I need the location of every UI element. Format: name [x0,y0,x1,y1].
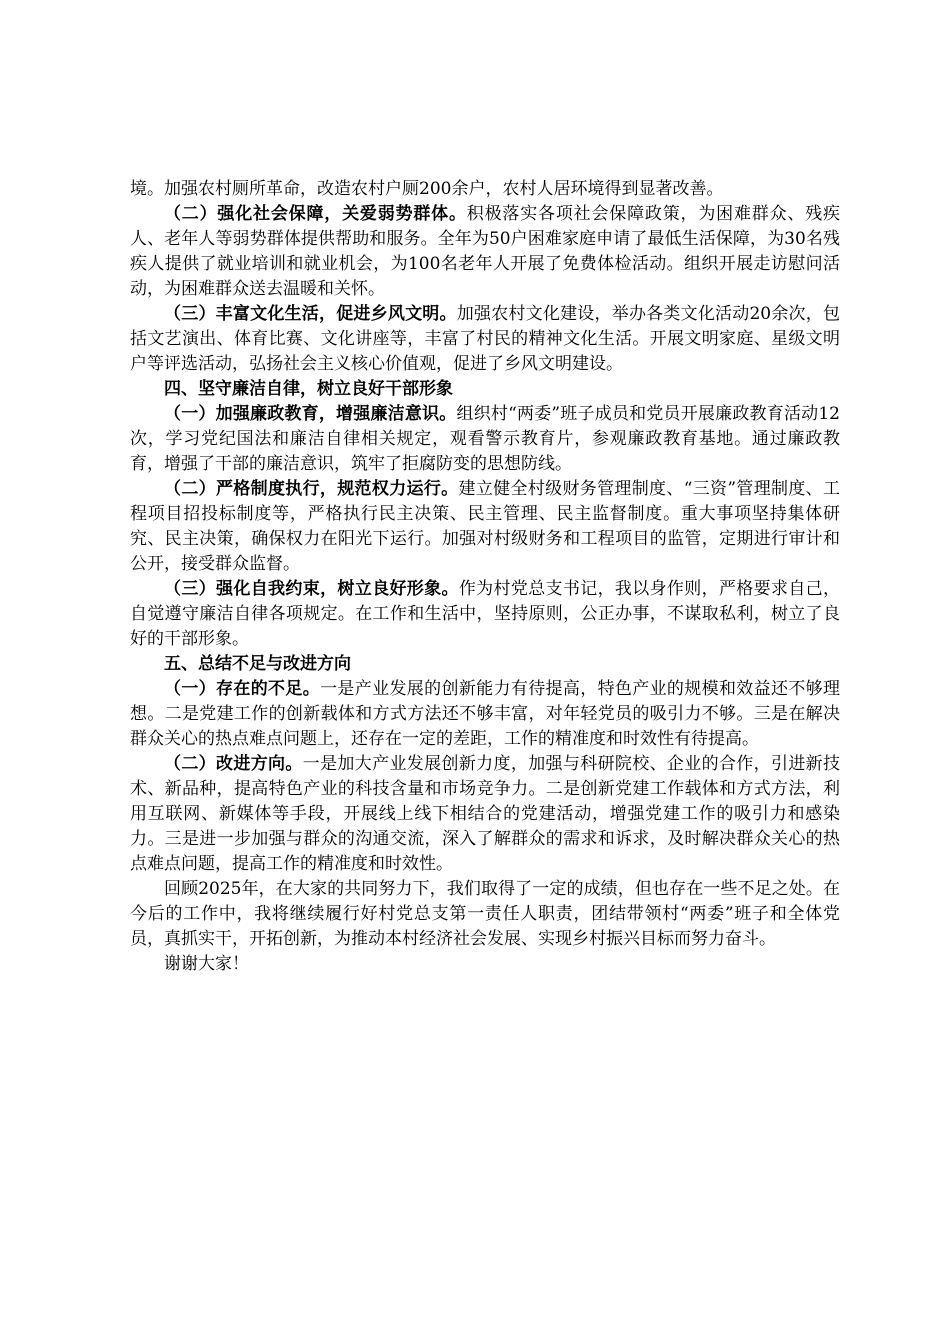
paragraph-system-execution [130,477,840,577]
paragraph-self-discipline [130,577,840,652]
paragraph-lead: （三）强化自我约束，树立良好形象。 [164,579,459,599]
paragraph-review-2025 [130,877,840,952]
document-body [130,177,840,977]
paragraph-thanks [130,952,840,977]
paragraph-lead: （一）存在的不足。 [164,679,321,699]
section-heading-shortcomings [130,652,840,677]
paragraph-cultural-life [130,302,840,377]
paragraph-text: 一是加大产业发展创新力度，加强与科研院校、企业的合作，引进新技术、新品种，提高特色产业的科技含量和市场竞争力。二是创新党建工作载体和方式方法，利用互联网、新媒体等手段，开展线上线下相结合的党建活动，增强党建工作的吸引力和感染力。三是进一步加强与群众的沟通交流，深入了解群众的需求和诉求，及时解决群众关心的热点难点问题，提高工作的精准度和时效性。 [130,754,841,874]
section-heading-text: 五、总结不足与改进方向 [164,654,351,674]
paragraph-improvements [130,752,840,877]
paragraph-environment-continued [130,177,840,202]
paragraph-text: 积极落实各项社会保障政策，为困难群众、残疾人、老年人等弱势群体提供帮助和服务。全年为50户困难家庭申请了最低生活保障，为30名残疾人提供了就业培训和就业机会，为100名老年人开展了免费体检活动。组织开展走访慰问活动，为困难群众送去温暖和关怀。 [130,204,841,299]
paragraph-text: 组织村“两委”班子成员和党员开展廉政教育活动12次，学习党纪国法和廉洁自律相关规定，观看警示教育片，参观廉政教育基地。通过廉政教育，增强了干部的廉洁意识，筑牢了拒腐防变的思想防线。 [130,404,841,474]
section-heading-text: 四、坚守廉洁自律，树立良好干部形象 [164,379,453,399]
paragraph-integrity-education [130,402,840,477]
paragraph-text: 境。加强农村厕所革命，改造农村户厕200余户，农村人居环境得到显著改善。 [130,179,724,199]
paragraph-text: 作为村党总支书记，我以身作则，严格要求自己，自觉遵守廉洁自律各项规定。在工作和生活中，坚持原则，公正办事，不谋取私利，树立了良好的干部形象。 [130,579,841,649]
paragraph-text: 回顾2025年，在大家的共同努力下，我们取得了一定的成绩，但也存在一些不足之处。在今后的工作中，我将继续履行好村党总支第一责任人职责，团结带领村“两委”班子和全体党员，真抓实干，开拓创新，为推动本村经济社会发展、实现乡村振兴目标而努力奋斗。 [130,879,840,949]
paragraph-lead: （三）丰富文化生活，促进乡风文明。 [164,304,457,324]
paragraph-text: 建立健全村级财务管理制度、“三资”管理制度、工程项目招投标制度等，严格执行民主决策、民主管理、民主监督制度。重大事项坚持集体研究、民主决策，确保权力在阳光下运行。加强对村级财务和工程项目的监管，定期进行审计和公开，接受群众监督。 [130,479,840,574]
paragraph-shortcomings [130,677,840,752]
paragraph-social-security [130,202,840,302]
paragraph-lead: （二）改进方向。 [164,754,303,774]
paragraph-text: 谢谢大家！ [164,954,249,974]
section-heading-integrity [130,377,840,402]
paragraph-text: 一是产业发展的创新能力有待提高，特色产业的规模和效益还不够理想。二是党建工作的创新载体和方式方法还不够丰富，对年轻党员的吸引力不够。三是在解决群众关心的热点难点问题上，还存在一定的差距，工作的精准度和时效性有待提高。 [130,679,841,749]
paragraph-lead: （一）加强廉政教育，增强廉洁意识。 [164,404,457,424]
paragraph-lead: （二）强化社会保障，关爱弱势群体。 [164,204,467,224]
paragraph-text: 加强农村文化建设，举办各类文化活动20余次，包括文艺演出、体育比赛、文化讲座等，丰富了村民的精神文化生活。开展文明家庭、星级文明户等评选活动，弘扬社会主义核心价值观，促进了乡风文明建设。 [130,304,841,374]
paragraph-lead: （二）严格制度执行，规范权力运行。 [164,479,459,499]
